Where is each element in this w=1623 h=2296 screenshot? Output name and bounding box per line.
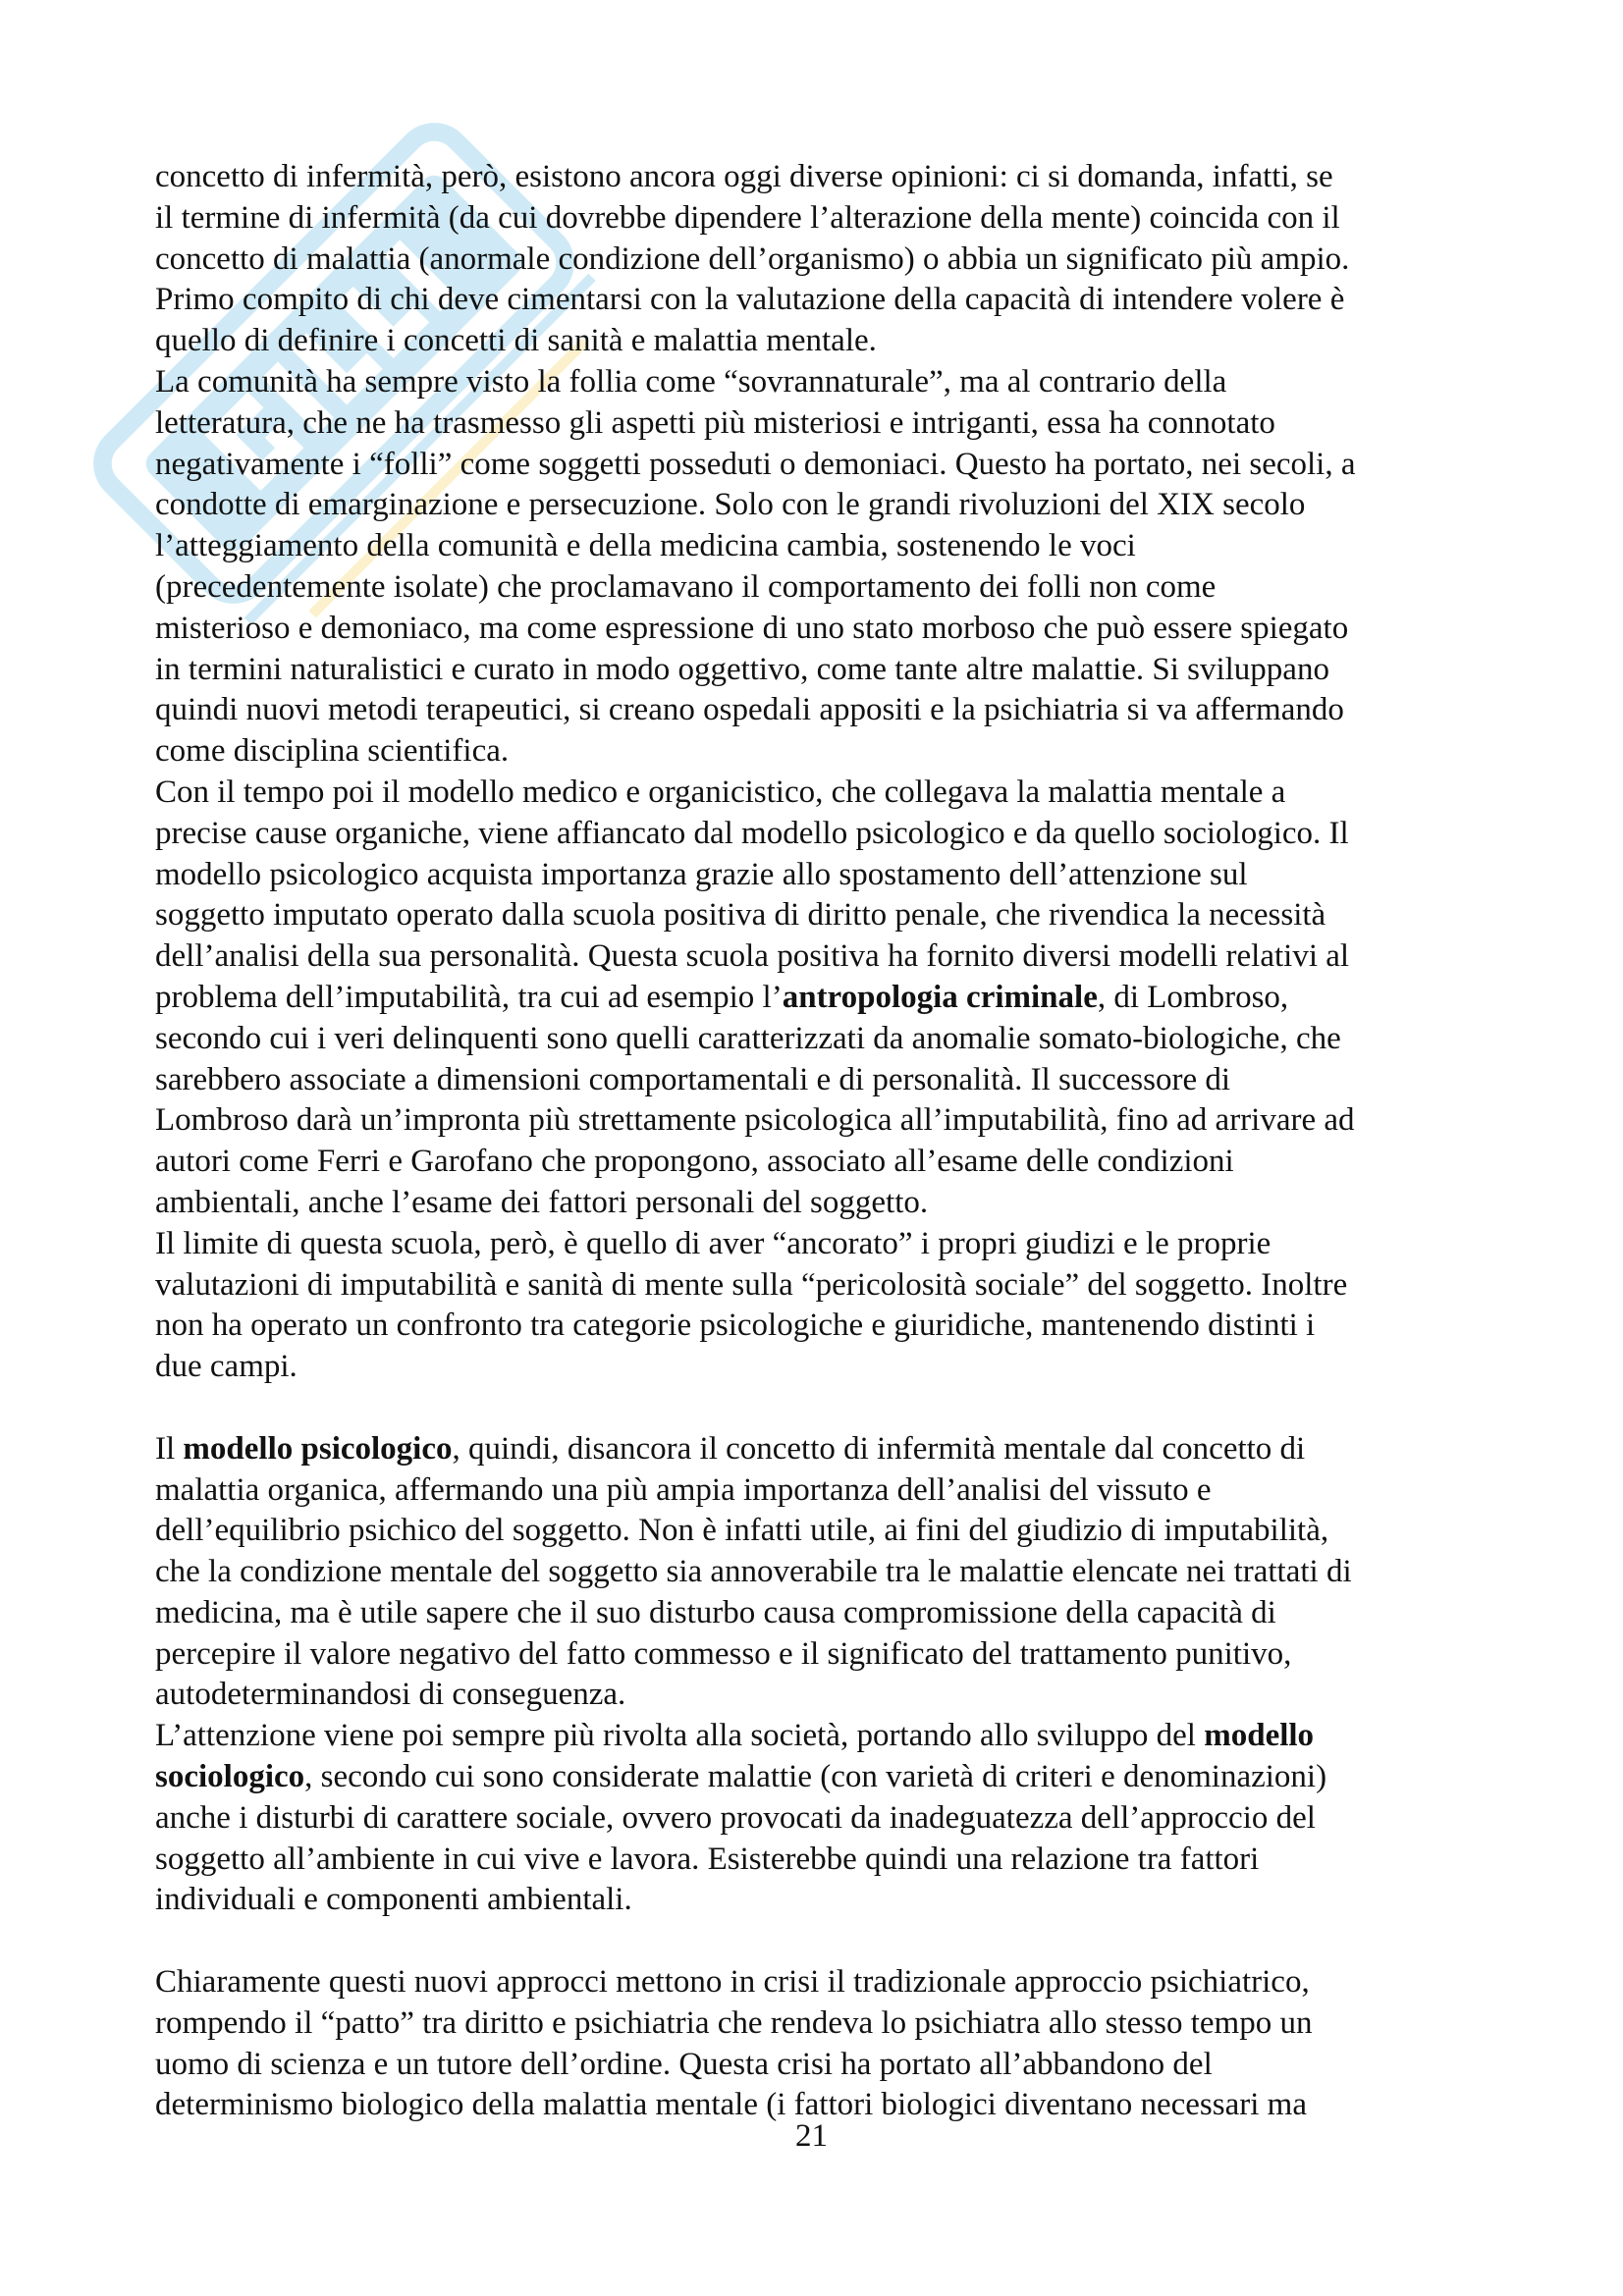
paragraph <box>155 157 1490 362</box>
paragraph <box>155 1962 1490 2126</box>
text-run: La comunità ha sempre visto la follia come “sovrannaturale”, ma al contrario della letteratura, che ne ha trasmesso gli aspetti più misteriosi e intriganti, essa ha connotato negativamente i “folli” come soggetti posseduti o demoniaci. Questo ha portato, nei secoli, a condotte di emarginazione e persecuzione. Solo con le grandi rivoluzioni del XIX secolo l’atteggiamento della comunità e della medicina cambia, sostenendo le voci (precedentemente isolate) che proclamavano il comportamento dei folli non come misterioso e demoniaco, ma come espressione di uno stato morboso che può essere spiegato in termini naturalistici e curato in modo oggettivo, come tante altre malattie. Si sviluppano quindi nuovi metodi terapeutici, si creano ospedali appositi e la psichiatria si va affermando come disciplina scientifica. <box>155 363 1356 770</box>
paragraph-spacer <box>155 1921 1490 1962</box>
paragraph <box>155 362 1490 773</box>
paragraph-spacer <box>155 1388 1490 1429</box>
paragraph <box>155 773 1490 1224</box>
paragraph <box>155 1224 1490 1388</box>
main-text <box>155 157 1490 2126</box>
text-run: Il limite di questa scuola, però, è quello di aver “ancorato” i propri giudizi e le proprie valutazioni di imputabilità e sanità di mente sulla “pericolosità sociale” del soggetto. Inoltre non ha operato un confronto tra categorie psicologiche e giuridiche, mantenendo distinti i due campi. <box>155 1225 1348 1385</box>
paragraph <box>155 1429 1490 1717</box>
text-run: , quindi, disancora il concetto di infermità mentale dal concetto di malattia organica, affermando una più ampia importanza dell’analisi del vissuto e dell’equilibrio psichico del soggetto. Non è infatti utile, ai fini del giudizio di imputabilità, che la condizione mentale del soggetto sia annoverabile tra le malattie elencate nei trattati di medicina, ma è utile sapere che il suo disturbo causa compromissione della capacità di percepire il valore negativo del fatto commesso e il significato del trattamento punitivo, autodeterminandosi di conseguenza. <box>155 1430 1352 1713</box>
text-run: Con il tempo poi il modello medico e organicistico, che collegava la malattia mentale a precise cause organiche, viene affiancato dal modello psicologico e da quello sociologico. Il modello psicologico acquista importanza grazie allo spostamento dell’attenzione sul soggetto imputato operato dalla scuola positiva di diritto penale, che rivendica la necessità dell’analisi della sua personalità. Questa scuola positiva ha fornito diversi modelli relativi al problema dell’imputabilità, tra cui ad esempio l’ <box>155 774 1350 1015</box>
text-run: , di Lombroso, secondo cui i veri delinquenti sono quelli caratterizzati da anomalie somato-biologiche, che sarebbero associate a dimensioni comportamentali e di personalità. Il successore di Lombroso darà un’impronta più strettamente psicologica all’imputabilità, fino ad arrivare ad autori come Ferri e Garofano che propongono, associato all’esame delle condizioni ambientali, anche l’esame dei fattori personali del soggetto. <box>155 979 1355 1220</box>
text-run: , secondo cui sono considerate malattie (con varietà di criteri e denominazioni) anche i disturbi di carattere sociale, ovvero provocati da inadeguatezza dell’approccio del soggetto all’ambiente in cui vive e lavora. Esisterebbe quindi una relazione tra fattori individuali e componenti ambientali. <box>155 1759 1327 1918</box>
text-run: Il <box>155 1430 184 1467</box>
text-run: L’attenzione viene poi sempre più rivolta alla società, portando allo sviluppo del <box>155 1718 1205 1754</box>
page-number: 21 <box>795 2118 828 2154</box>
bold-term: antropologia criminale <box>782 979 1098 1015</box>
paragraph <box>155 1716 1490 1921</box>
text-run: Chiaramente questi nuovi approcci mettono in crisi il tradizionale approccio psichiatrico, rompendo il “patto” tra diritto e psichiatria che rendeva lo psichiatra allo stesso tempo un uomo di scienza e un tutore dell’ordine. Questa crisi ha portato all’abbandono del determinismo biologico della malattia mentale (i fattori biologici diventano necessari ma <box>155 1964 1313 2123</box>
bold-term: modello psicologico <box>183 1430 453 1467</box>
bold-term: modello sociologico <box>155 1718 1315 1795</box>
text-run: concetto di infermità, però, esistono ancora oggi diverse opinioni: ci si domanda, infatti, se il termine di infermità (da cui dovrebbe dipendere l’alterazione della mente) coincida con il concetto di malattia (anormale condizione dell’organismo) o abbia un significato più ampio. Primo compito di chi deve cimentarsi con la valutazione della capacità di intendere volere è quello di definire i concetti di sanità e malattia mentale. <box>155 159 1350 359</box>
